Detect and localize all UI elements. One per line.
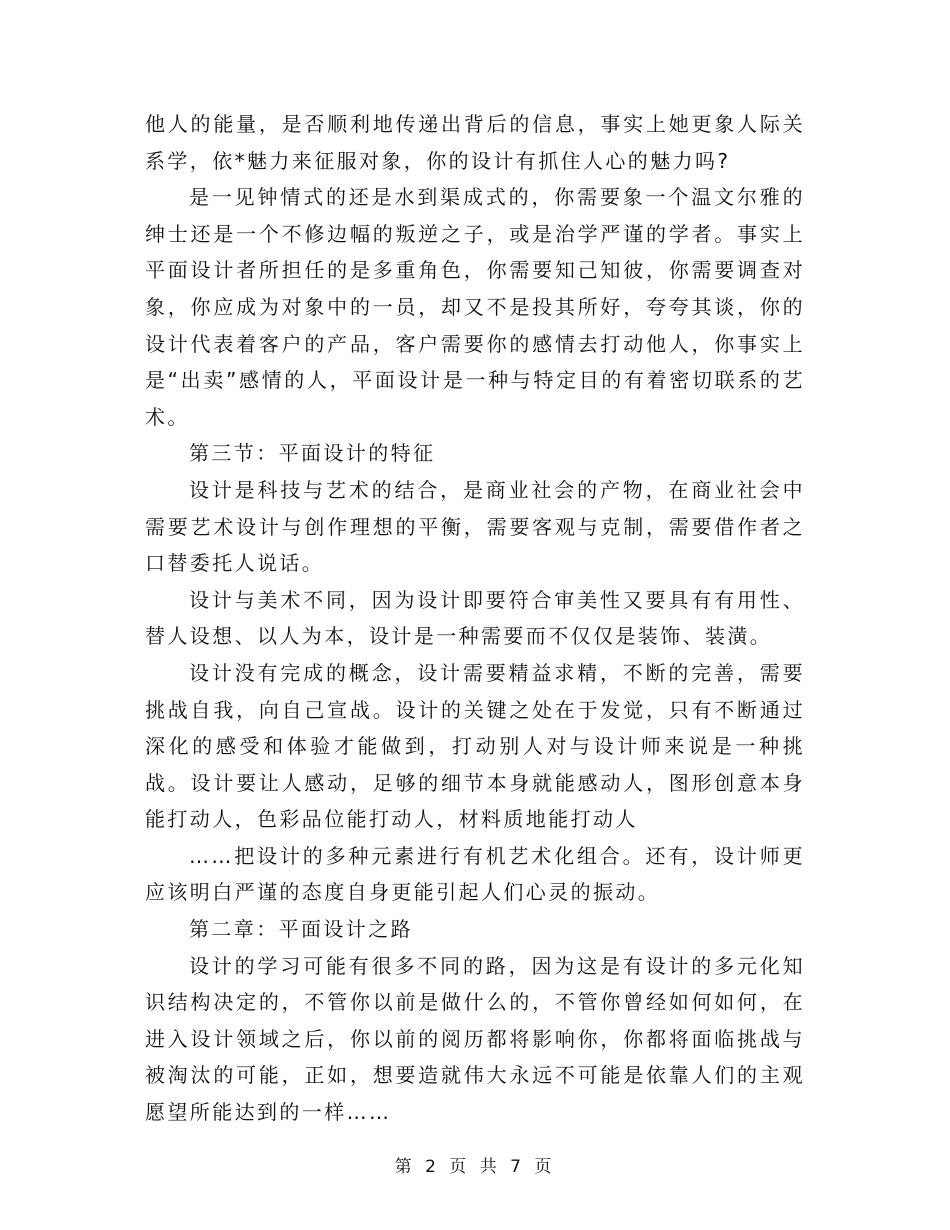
paragraph-6: 设计没有完成的概念，设计需要精益求精，不断的完善，需要挑战自我，向自己宣战。设计的关键之处在于发觉，只有不断通过深化的感受和体验才能做到，打动别人对与设计师来说是一种挑战。设计要让人感动，足够的细节本身就能感动人，图形创意本身能打动人，色彩品位能打动人，材料质地能打动人 [145,660,805,832]
paragraph-1: 他人的能量，是否顺利地传递出背后的信息，事实上她更象人际关系学，依*魅力来征服对象，你的设计有抓住人心的魅力吗? [145,112,805,173]
chapter-heading-2: 第二章：平面设计之路 [189,917,413,942]
paragraph-7: ……把设计的多种元素进行有机艺术化组合。还有，设计师更应该明白严谨的态度自身更能引起人们心灵的振动。 [145,843,805,905]
page-number-footer: 第 2 页 共 7 页 [394,1157,556,1177]
paragraph-4: 设计是科技与艺术的结合，是商业社会的产物，在商业社会中需要艺术设计与创作理想的平衡，需要客观与克制，需要借作者之口替委托人说话。 [145,477,805,576]
paragraph-2: 是一见钟情式的还是水到渠成式的，你需要象一个温文尔雅的绅士还是一个不修边幅的叛逆之子，或是治学严谨的学者。事实上平面设计者所担任的是多重角色，你需要知己知彼，你需要调查对象，你应成为对象中的一员，却又不是投其所好，夸夸其谈，你的设计代表着客户的产品，客户需要你的感情去打动他人，你事实上是“出卖”感情的人，平面设计是一种与特定目的有着密切联系的艺术。 [145,185,805,429]
paragraph-9: 设计的学习可能有很多不同的路，因为这是有设计的多元化知识结构决定的，不管你以前是做什么的，不管你曾经如何如何，在进入设计领域之后，你以前的阅历都将影响你，你都将面临挑战与被淘汰的可能，正如，想要造就伟大永远不可能是依靠人们的主观愿望所能达到的一样…… [145,953,805,1125]
section-heading-3: 第三节：平面设计的特征 [189,441,436,466]
document-body [145,106,805,1131]
paragraph-5: 设计与美术不同，因为设计即要符合审美性又要具有有用性、替人设想、以人为本，设计是一种需要而不仅仅是装饰、装潢。 [145,587,805,649]
